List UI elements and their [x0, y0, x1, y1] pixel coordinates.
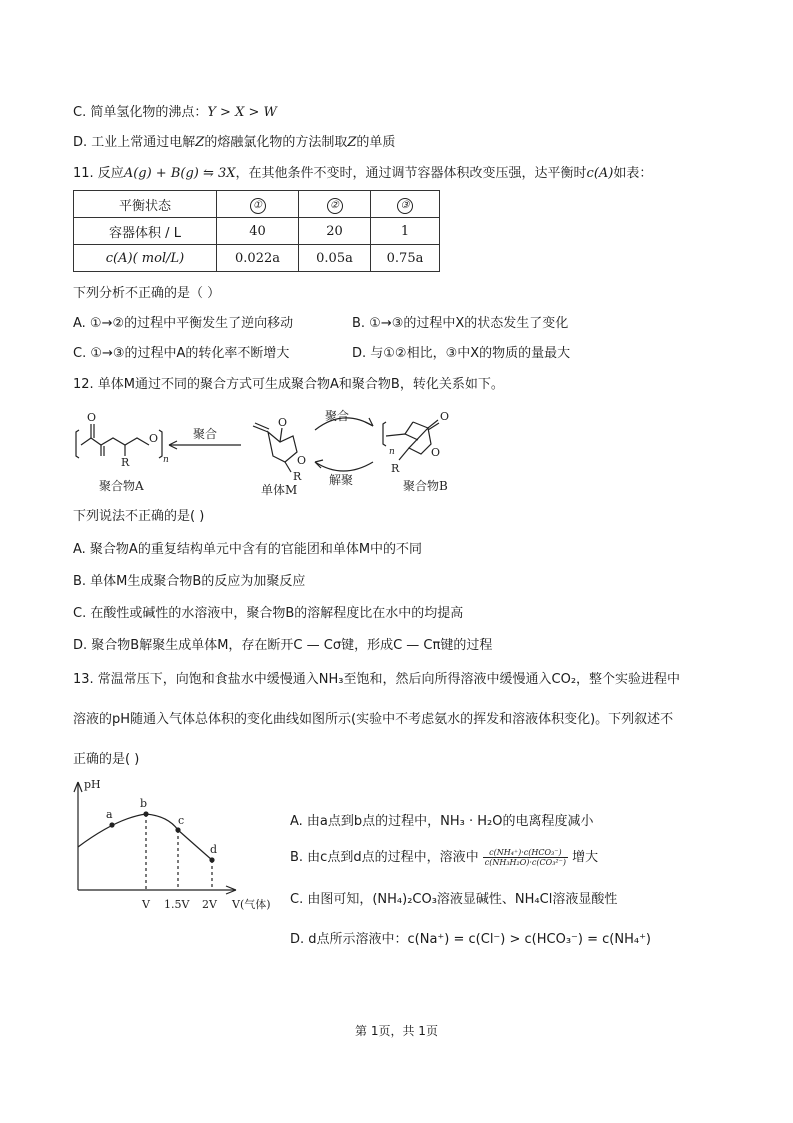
q13-ph-graph: [72, 772, 284, 922]
table-header-cell: ③: [371, 191, 440, 218]
q12-option-c: C. 在酸性或碱性的水溶液中，聚合物B的溶解程度比在水中的均提高: [73, 606, 464, 621]
q11-question: 下列分析不正确的是（ ）: [73, 286, 221, 301]
table-cell: 40: [217, 218, 299, 245]
q13-option-d: D. d点所示溶液中：c(Na⁺) = c(Cl⁻) > c(HCO₃⁻) = c(NH₄⁺): [290, 932, 651, 947]
q12-atom-r: R: [121, 456, 130, 469]
q12-arrow-label-depolymerize: 解聚: [329, 473, 354, 487]
q12-option-d: D. 聚合物B解聚生成单体M，存在断开C — Cσ键，形成C — Cπ键的过程: [73, 638, 493, 653]
q12-atom-o: O: [297, 454, 307, 467]
q12-arrow-label-polymerize: 聚合: [325, 409, 350, 423]
q13-point-label: d: [210, 843, 218, 856]
q13-point-label: a: [106, 808, 113, 821]
q13-option-b: B. 由c点到d点的过程中，溶液中 $\frac{\text{c(NH₄⁺)·c(HCO₃⁻)}}{\text{c(NH₃H₂O)·c(CO₃²⁻)}}$ 增大: [290, 848, 599, 867]
table-row: [74, 191, 440, 218]
q10-option-c: C. 简单氢化物的沸点：Y > X > W: [73, 105, 277, 120]
q13-x-tick: 1.5V: [164, 898, 190, 911]
q11-equilibrium-table: [73, 190, 440, 272]
table-header-cell: ①: [217, 191, 299, 218]
q13-axis-label-y: pH: [84, 778, 101, 791]
q13-x-tick: V: [142, 898, 150, 911]
q12-option-a: A. 聚合物A的重复结构单元中含有的官能团和单体M中的不同: [73, 542, 423, 557]
q12-option-b: B. 单体M生成聚合物B的反应为加聚反应: [73, 574, 306, 589]
table-cell: 0.75a: [371, 245, 440, 272]
q13-point-label: c: [178, 814, 185, 827]
q12-label-polymer-b: 聚合物B: [403, 479, 448, 493]
q11-option-c: C. ①→③的过程中A的转化率不断增大: [73, 346, 290, 361]
q13-stem-line3: 正确的是( ): [73, 752, 140, 767]
q13-point-c: [175, 827, 180, 832]
table-cell: 0.022a: [217, 245, 299, 272]
q12-label-monomer-m: 单体M: [261, 483, 298, 497]
q10-option-d: D. 工业上常通过电解Z的熔融氯化物的方法制取Z的单质: [73, 135, 396, 150]
q11-reaction: A(g) + B(g) ⇋ 3X: [123, 166, 236, 181]
q12-atom-o: O: [87, 411, 97, 424]
q12-arrow-label-polymerize: 聚合: [193, 427, 218, 441]
q12-label-polymer-a: 聚合物A: [99, 479, 144, 493]
q12-subscript-n: n: [389, 447, 395, 457]
q13-ph-curve: [78, 814, 212, 860]
table-cell: 1: [371, 218, 440, 245]
q12-atom-r: R: [293, 470, 302, 483]
q11-option-d: D. 与①②相比，③中X的物质的量最大: [352, 346, 571, 361]
table-header-cell: 平衡状态: [74, 191, 217, 218]
q12-atom-o: O: [431, 446, 441, 459]
table-cell: 容器体积 / L: [74, 218, 217, 245]
table-cell: c(A)( mol/L): [74, 245, 217, 272]
q13-option-c: C. 由图可知，(NH₄)₂CO₃溶液显碱性、NH₄Cl溶液显酸性: [290, 892, 618, 907]
q13-point-b: [143, 811, 148, 816]
table-cell: 0.05a: [299, 245, 371, 272]
q13-point-label: b: [140, 797, 148, 810]
q12-question: 下列说法不正确的是( ): [73, 509, 205, 524]
q12-atom-o: O: [278, 416, 288, 429]
q13-option-b-fraction: $\frac{\text{c(NH₄⁺)·c(HCO₃⁻)}}{\text{c(NH₃H₂O)·c(CO₃²⁻)}}$: [484, 848, 566, 867]
table-row: [74, 218, 440, 245]
table-row: [74, 245, 440, 272]
q12-atom-o: O: [149, 432, 159, 445]
q11-option-a: A. ①→②的过程中平衡发生了逆向移动: [73, 316, 294, 331]
q10-option-c-math: Y > X > W: [207, 105, 277, 120]
q13-option-a: A. 由a点到b点的过程中，NH₃ · H₂O的电离程度减小: [290, 814, 594, 829]
q12-atom-o: O: [440, 410, 450, 423]
table-cell: 20: [299, 218, 371, 245]
q13-point-a: [109, 822, 114, 827]
q11-stem: 11. 反应A(g) + B(g) ⇋ 3X，在其他条件不变时，通过调节容器体积改变压强，达平衡时c(A)如表：: [73, 166, 653, 181]
q12-subscript-n: n: [163, 455, 169, 465]
table-header-cell: ②: [299, 191, 371, 218]
q11-option-b: B. ①→③的过程中X的状态发生了变化: [352, 316, 569, 331]
q13-stem-line2: 溶液的pH随通入气体总体积的变化曲线如图所示(实验中不考虑氨水的挥发和溶液体积变化)。下列叙述不: [73, 712, 674, 727]
q13-x-tick: 2V: [202, 898, 217, 911]
q12-atom-r: R: [391, 462, 400, 475]
q13-point-d: [209, 857, 214, 862]
q13-stem-line1: 13. 常温常压下，向饱和食盐水中缓慢通入NH₃至饱和，然后向所得溶液中缓慢通入CO₂，整个实验进程中: [73, 672, 681, 687]
page-footer: 第 1页，共 1页: [355, 1024, 438, 1038]
q13-axis-label-x: V(气体): [232, 898, 271, 911]
q12-reaction-scheme: [73, 400, 473, 500]
q12-stem: 12. 单体M通过不同的聚合方式可生成聚合物A和聚合物B，转化关系如下。: [73, 377, 504, 392]
